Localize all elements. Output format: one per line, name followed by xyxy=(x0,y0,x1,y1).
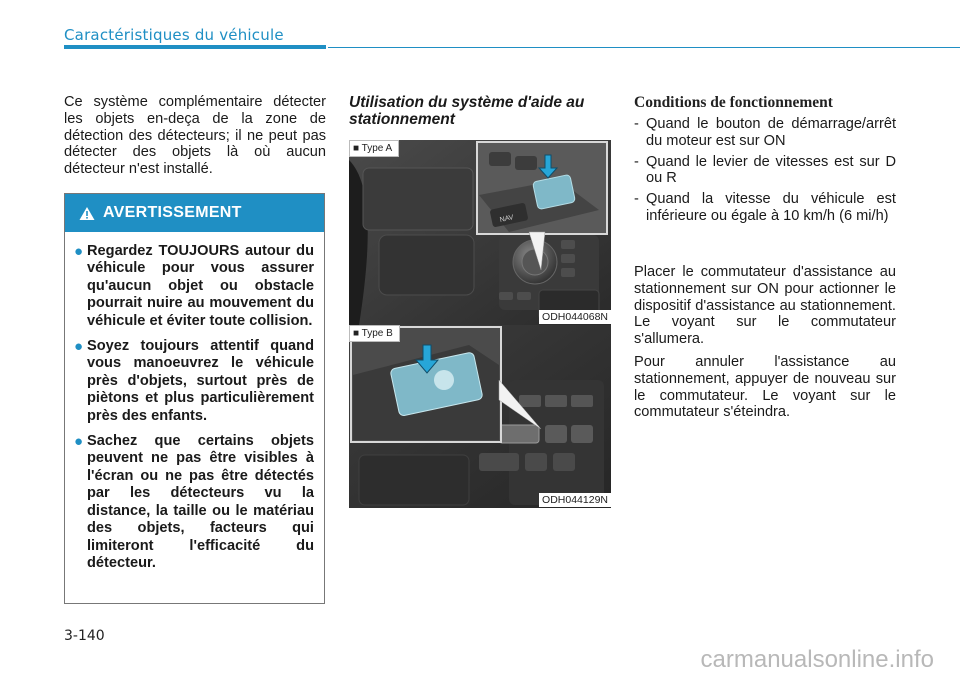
page-number: 3-140 xyxy=(64,628,105,644)
warning-item: ● Regardez TOUJOURS autour du véhicule pour vous assurer qu'aucun objet ou obstacle pourrait nuire au mouvement du véhicule et éviter toute collision. xyxy=(74,243,314,329)
figure-type-a xyxy=(349,140,611,325)
watermark: carmanualsonline.info xyxy=(700,646,934,673)
warning-item: ● Sachez que certains objets peuvent ne pas être visibles à l'écran ou ne pas être détectés par les détecteurs vu la distance, la taille ou le matériau des objets, facteurs qui limiteront l'efficacité du détecteur. xyxy=(74,433,314,571)
header-accent-bar xyxy=(64,45,326,49)
warning-box xyxy=(64,193,325,604)
warning-header xyxy=(65,194,324,232)
console-photo-a xyxy=(349,140,611,325)
cancel-paragraph: Pour annuler l'assistance au stationnement, appuyer de nouveau sur le commutateur. Le voyant sur le commutateur s'éteindra. xyxy=(634,354,896,421)
figure-type-b xyxy=(349,325,611,508)
bullet-icon: ● xyxy=(74,243,84,260)
warning-title: AVERTISSEMENT xyxy=(103,204,242,221)
conditions-heading: Conditions de fonctionnement xyxy=(634,94,833,111)
type-b-label: ■ Type B xyxy=(349,325,400,342)
bullet-icon: ● xyxy=(74,433,84,451)
nav-button-label: NAV xyxy=(499,214,515,224)
bullet-icon: ● xyxy=(74,338,84,356)
header-rule xyxy=(328,47,960,48)
warning-list xyxy=(65,232,324,572)
usage-heading: Utilisation du système d'aide au stationnement xyxy=(349,94,585,128)
conditions-list xyxy=(634,116,896,229)
figure-code-a: ODH044068N xyxy=(539,310,611,324)
warning-item: ● Soyez toujours attentif quand vous manoeuvrez le véhicule près d'objets, surtout près de piètons et plus particulièrement près des enfants. xyxy=(74,338,314,424)
warning-triangle-icon xyxy=(79,206,95,221)
condition-item: - Quand le bouton de démarrage/arrêt du moteur est sur ON xyxy=(634,116,896,149)
section-title: Caractéristiques du véhicule xyxy=(64,26,284,44)
type-a-label: ■ Type A xyxy=(349,140,399,157)
activation-paragraph: Placer le commutateur d'assistance au stationnement sur ON pour actionner le dispositif d'assistance au stationnement. Le voyant sur le commutateur s'allumera. xyxy=(634,264,896,348)
figure-code-b: ODH044129N xyxy=(539,493,611,507)
intro-paragraph: Ce système complémentaire détecter les objets en-deça de la zone de détection des détecteurs; il ne peut pas détecter des objets là où aucun détecteur n'est installé. xyxy=(64,94,326,178)
condition-item: - Quand le levier de vitesses est sur D ou R xyxy=(634,153,896,187)
condition-item: - Quand la vitesse du véhicule est inférieure ou égale à 10 km/h (6 mi/h) xyxy=(634,191,896,224)
console-photo-b xyxy=(349,325,611,508)
